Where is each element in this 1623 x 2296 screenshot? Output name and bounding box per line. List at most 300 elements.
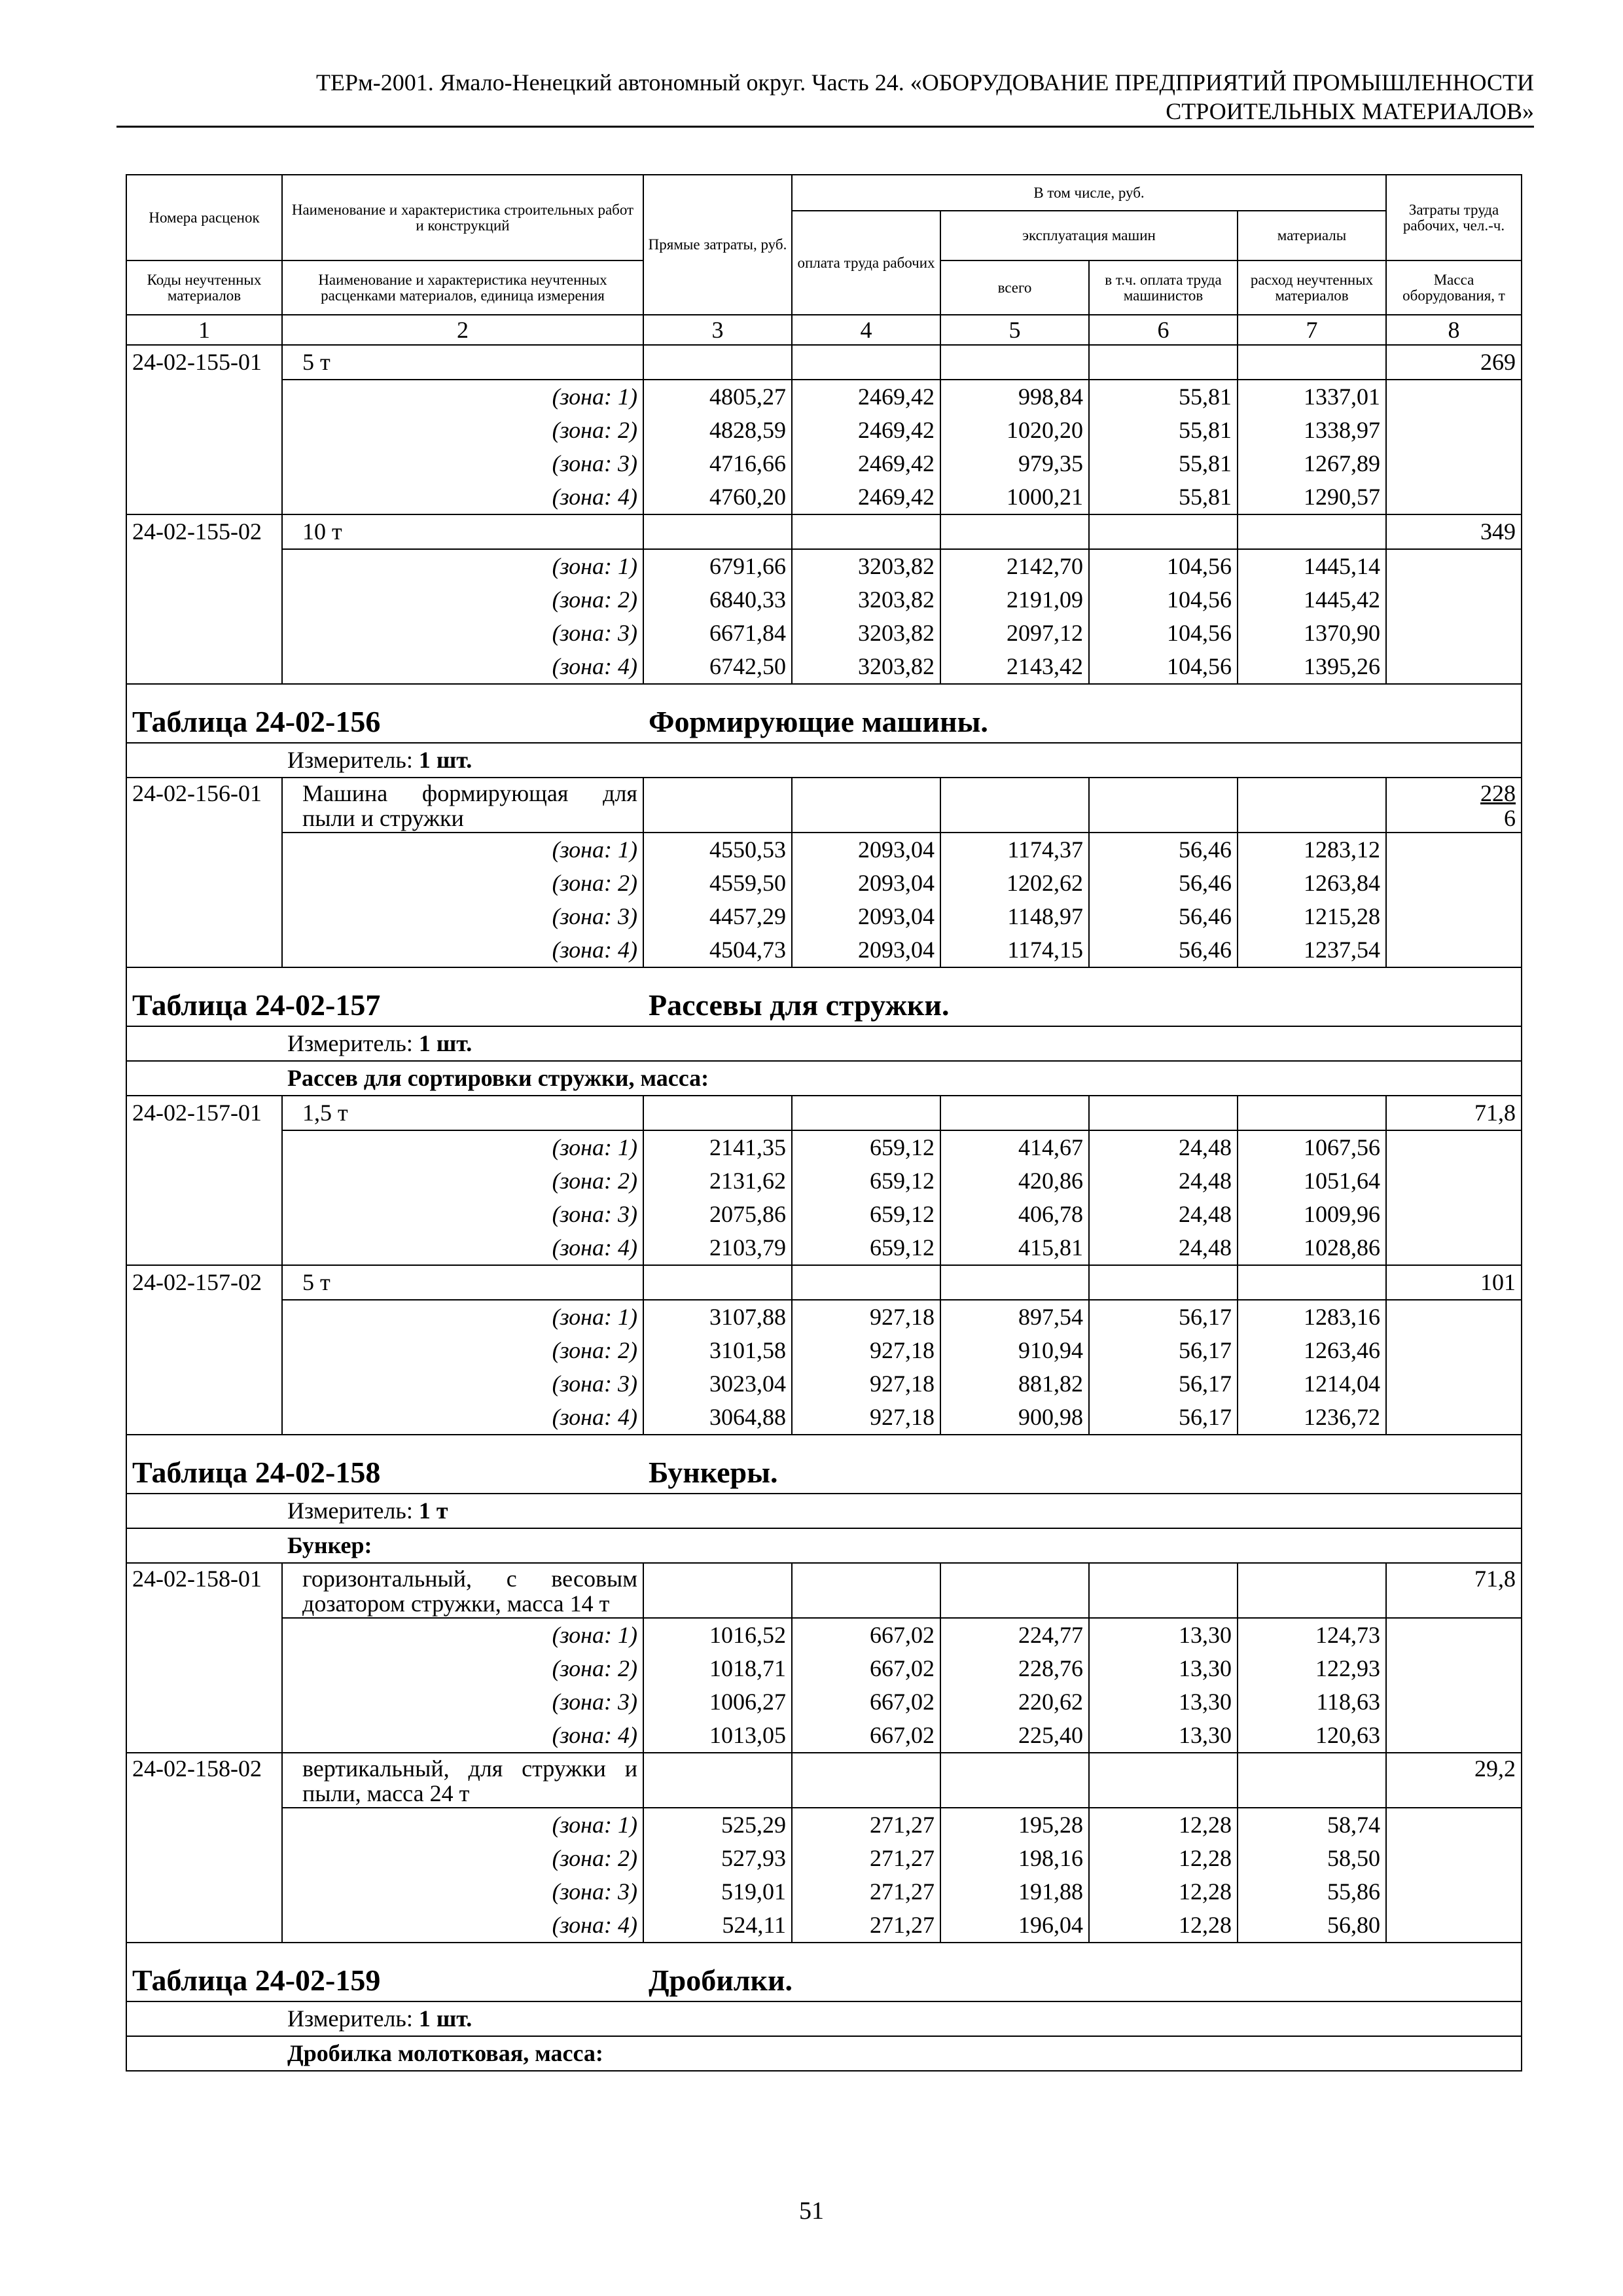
direct-costs-value: 1013,05 — [643, 1719, 792, 1753]
empty-cell — [1386, 1231, 1522, 1265]
machine-total-value: 1174,15 — [940, 933, 1089, 967]
workers-pay-value: 271,27 — [792, 1909, 940, 1943]
zone-label: (зона: 3) — [282, 1367, 643, 1401]
direct-costs-value: 6840,33 — [643, 583, 792, 617]
zone-label: (зона: 1) — [282, 1618, 643, 1652]
direct-costs-value: 4760,20 — [643, 480, 792, 514]
workers-pay-value: 3203,82 — [792, 583, 940, 617]
zone-label: (зона: 1) — [282, 1130, 643, 1164]
zone-label: (зона: 2) — [282, 414, 643, 447]
empty-cell — [1386, 1618, 1522, 1652]
head-labor-costs: Затраты труда рабочих, чел.-ч. — [1386, 175, 1522, 260]
zone-label: (зона: 3) — [282, 1875, 643, 1909]
machine-total-value: 2142,70 — [940, 549, 1089, 583]
equipment-mass: 228 — [1480, 780, 1516, 806]
group-heading-row — [126, 1061, 1522, 1096]
empty-cell — [1386, 1130, 1522, 1164]
direct-costs-value: 2141,35 — [643, 1130, 792, 1164]
zone-row — [126, 1719, 1522, 1753]
direct-costs-value: 1018,71 — [643, 1652, 792, 1685]
empty-cell — [1386, 833, 1522, 867]
machine-total-value: 195,28 — [940, 1808, 1089, 1842]
workers-pay-value: 2469,42 — [792, 414, 940, 447]
head-unaccounted-consumption: расход неучтенных материалов — [1238, 260, 1386, 315]
equipment-mass: 71,8 — [1386, 1096, 1522, 1130]
zone-label: (зона: 1) — [282, 833, 643, 867]
section-measure-row — [126, 743, 1522, 778]
empty-cell — [126, 743, 282, 778]
machine-total-value: 191,88 — [940, 1875, 1089, 1909]
section-measure — [282, 1494, 1522, 1528]
section-name: Дробилки. — [643, 1943, 1522, 2001]
item-row — [126, 1563, 1522, 1618]
group-heading: Бункер: — [282, 1528, 1522, 1563]
zone-row — [126, 1300, 1522, 1334]
direct-costs-value: 4828,59 — [643, 414, 792, 447]
empty-cell — [643, 345, 792, 380]
head-machine-operation: эксплуатация машин — [940, 211, 1238, 260]
empty-cell — [1386, 1875, 1522, 1909]
drivers-pay-value: 56,46 — [1089, 833, 1238, 867]
empty-cell — [792, 1096, 940, 1130]
zone-row — [126, 414, 1522, 447]
zone-row — [126, 650, 1522, 684]
head-workers-pay: оплата труда рабочих — [792, 211, 940, 315]
materials-value: 1283,12 — [1238, 833, 1386, 867]
materials-value: 1067,56 — [1238, 1130, 1386, 1164]
machine-total-value: 420,86 — [940, 1164, 1089, 1198]
empty-cell — [940, 1563, 1089, 1618]
empty-cell — [126, 2036, 282, 2071]
empty-cell — [1386, 1652, 1522, 1685]
zone-row — [126, 833, 1522, 867]
empty-cell — [643, 778, 792, 833]
empty-cell — [126, 1528, 282, 1563]
materials-value: 1445,42 — [1238, 583, 1386, 617]
section-measure — [282, 1026, 1522, 1061]
zone-label: (зона: 2) — [282, 583, 643, 617]
zone-row — [126, 1231, 1522, 1265]
section-title-row — [126, 967, 1522, 1026]
empty-cell — [1386, 1842, 1522, 1875]
materials-value: 1237,54 — [1238, 933, 1386, 967]
workers-pay-value: 2469,42 — [792, 447, 940, 480]
empty-cell — [643, 1753, 792, 1808]
zone-row — [126, 867, 1522, 900]
workers-pay-value: 927,18 — [792, 1300, 940, 1334]
head-materials: материалы — [1238, 211, 1386, 260]
rate-code: 24-02-155-01 — [126, 345, 282, 514]
machine-total-value: 900,98 — [940, 1401, 1089, 1435]
machine-total-value: 897,54 — [940, 1300, 1089, 1334]
zone-label: (зона: 2) — [282, 1164, 643, 1198]
measure-value: 1 т — [418, 1498, 448, 1524]
drivers-pay-value: 12,28 — [1089, 1808, 1238, 1842]
direct-costs-value: 6791,66 — [643, 549, 792, 583]
machine-total-value: 220,62 — [940, 1685, 1089, 1719]
materials-value: 1263,46 — [1238, 1334, 1386, 1367]
empty-cell — [940, 514, 1089, 549]
workers-pay-value: 2093,04 — [792, 933, 940, 967]
direct-costs-value: 1016,52 — [643, 1618, 792, 1652]
item-name: 5 т — [282, 1265, 643, 1300]
machine-total-value: 224,77 — [940, 1618, 1089, 1652]
head-name-unaccounted: Наименование и характеристика неучтенных расценками материалов, единица измерения — [282, 260, 643, 315]
drivers-pay-value: 56,17 — [1089, 1401, 1238, 1435]
zone-row — [126, 380, 1522, 414]
zone-label: (зона: 3) — [282, 1685, 643, 1719]
empty-cell — [1386, 1300, 1522, 1334]
materials-value: 1267,89 — [1238, 447, 1386, 480]
rate-code: 24-02-158-02 — [126, 1753, 282, 1943]
workers-pay-value: 659,12 — [792, 1231, 940, 1265]
empty-cell — [643, 514, 792, 549]
machine-total-value: 910,94 — [940, 1334, 1089, 1367]
direct-costs-value: 3023,04 — [643, 1367, 792, 1401]
measure-value: 1 шт. — [418, 747, 473, 773]
drivers-pay-value: 55,81 — [1089, 414, 1238, 447]
empty-cell — [1238, 514, 1386, 549]
drivers-pay-value: 104,56 — [1089, 583, 1238, 617]
machine-total-value: 196,04 — [940, 1909, 1089, 1943]
empty-cell — [1238, 1265, 1386, 1300]
materials-value: 1283,16 — [1238, 1300, 1386, 1334]
drivers-pay-value: 12,28 — [1089, 1909, 1238, 1943]
running-header-line-2: СТРОИТЕЛЬНЫХ МАТЕРИАЛОВ» — [1166, 98, 1534, 124]
zone-row — [126, 1909, 1522, 1943]
zone-label: (зона: 1) — [282, 1808, 643, 1842]
machine-total-value: 414,67 — [940, 1130, 1089, 1164]
drivers-pay-value: 13,30 — [1089, 1719, 1238, 1753]
measure-label: Измеритель: — [287, 1498, 413, 1524]
item-row — [126, 1265, 1522, 1300]
zone-label: (зона: 1) — [282, 380, 643, 414]
empty-cell — [1238, 1753, 1386, 1808]
empty-cell — [792, 345, 940, 380]
head-rate-numbers: Номера расценок — [126, 175, 282, 260]
drivers-pay-value: 56,46 — [1089, 867, 1238, 900]
zone-label: (зона: 4) — [282, 1909, 643, 1943]
column-number: 7 — [1238, 315, 1386, 345]
item-row — [126, 514, 1522, 549]
direct-costs-value: 527,93 — [643, 1842, 792, 1875]
workers-pay-value: 3203,82 — [792, 650, 940, 684]
workers-pay-value: 2093,04 — [792, 867, 940, 900]
workers-pay-value: 659,12 — [792, 1198, 940, 1231]
item-name: 5 т — [282, 345, 643, 380]
direct-costs-value: 3107,88 — [643, 1300, 792, 1334]
zone-row — [126, 617, 1522, 650]
machine-total-value: 406,78 — [940, 1198, 1089, 1231]
materials-value: 1290,57 — [1238, 480, 1386, 514]
workers-pay-value: 2093,04 — [792, 900, 940, 933]
empty-cell — [126, 1494, 282, 1528]
machine-total-value: 2191,09 — [940, 583, 1089, 617]
workers-pay-value: 271,27 — [792, 1842, 940, 1875]
workers-pay-value: 2469,42 — [792, 480, 940, 514]
machine-total-value: 198,16 — [940, 1842, 1089, 1875]
empty-cell — [1089, 1265, 1238, 1300]
drivers-pay-value: 104,56 — [1089, 549, 1238, 583]
workers-pay-value: 927,18 — [792, 1334, 940, 1367]
direct-costs-value: 4550,53 — [643, 833, 792, 867]
empty-cell — [1386, 900, 1522, 933]
empty-cell — [126, 1061, 282, 1096]
materials-value: 55,86 — [1238, 1875, 1386, 1909]
drivers-pay-value: 56,46 — [1089, 900, 1238, 933]
section-name: Рассевы для стружки. — [643, 967, 1522, 1026]
zone-row — [126, 1808, 1522, 1842]
direct-costs-value: 2075,86 — [643, 1198, 792, 1231]
materials-value: 124,73 — [1238, 1618, 1386, 1652]
machine-total-value: 1000,21 — [940, 480, 1089, 514]
direct-costs-value: 4559,50 — [643, 867, 792, 900]
machine-total-value: 2097,12 — [940, 617, 1089, 650]
empty-cell — [1386, 380, 1522, 414]
drivers-pay-value: 104,56 — [1089, 650, 1238, 684]
drivers-pay-value: 104,56 — [1089, 617, 1238, 650]
empty-cell — [1386, 1719, 1522, 1753]
section-name: Бункеры. — [643, 1435, 1522, 1494]
materials-value: 1214,04 — [1238, 1367, 1386, 1401]
machine-total-value: 1148,97 — [940, 900, 1089, 933]
item-row — [126, 345, 1522, 380]
machine-total-value: 225,40 — [940, 1719, 1089, 1753]
empty-cell — [1386, 549, 1522, 583]
zone-label: (зона: 1) — [282, 1300, 643, 1334]
drivers-pay-value: 55,81 — [1089, 447, 1238, 480]
empty-cell — [940, 1096, 1089, 1130]
machine-total-value: 881,82 — [940, 1367, 1089, 1401]
zone-row — [126, 1685, 1522, 1719]
section-measure-row — [126, 1494, 1522, 1528]
direct-costs-value: 519,01 — [643, 1875, 792, 1909]
empty-cell — [1386, 1401, 1522, 1435]
workers-pay-value: 2093,04 — [792, 833, 940, 867]
zone-label: (зона: 2) — [282, 1842, 643, 1875]
empty-cell — [1386, 933, 1522, 967]
direct-costs-value: 2131,62 — [643, 1164, 792, 1198]
column-number: 3 — [643, 315, 792, 345]
drivers-pay-value: 12,28 — [1089, 1875, 1238, 1909]
zone-label: (зона: 2) — [282, 1652, 643, 1685]
section-title: Таблица 24-02-158 — [126, 1435, 643, 1494]
machine-total-value: 1174,37 — [940, 833, 1089, 867]
rate-code: 24-02-157-02 — [126, 1265, 282, 1435]
machine-total-value: 415,81 — [940, 1231, 1089, 1265]
group-heading: Рассев для сортировки стружки, масса: — [282, 1061, 1522, 1096]
empty-cell — [1386, 583, 1522, 617]
head-in-that-number: В том числе, руб. — [792, 175, 1386, 211]
empty-cell — [1386, 650, 1522, 684]
head-codes-unaccounted: Коды неучтенных материалов — [126, 260, 282, 315]
header-rule — [116, 126, 1534, 128]
direct-costs-value: 525,29 — [643, 1808, 792, 1842]
direct-costs-value: 3064,88 — [643, 1401, 792, 1435]
empty-cell — [1386, 1164, 1522, 1198]
zone-row — [126, 900, 1522, 933]
head-direct-costs: Прямые затраты, руб. — [643, 175, 792, 315]
empty-cell — [940, 1265, 1089, 1300]
drivers-pay-value: 13,30 — [1089, 1685, 1238, 1719]
materials-value: 1009,96 — [1238, 1198, 1386, 1231]
machine-total-value: 1202,62 — [940, 867, 1089, 900]
empty-cell — [1089, 1753, 1238, 1808]
item-row — [126, 778, 1522, 833]
section-title-row — [126, 684, 1522, 743]
column-number-row — [126, 315, 1522, 345]
measure-value: 1 шт. — [418, 1030, 473, 1056]
zone-label: (зона: 3) — [282, 1198, 643, 1231]
section-title-row — [126, 1943, 1522, 2001]
empty-cell — [1386, 1685, 1522, 1719]
rate-code: 24-02-155-02 — [126, 514, 282, 684]
materials-value: 1263,84 — [1238, 867, 1386, 900]
equipment-mass: 101 — [1386, 1265, 1522, 1300]
direct-costs-value: 4805,27 — [643, 380, 792, 414]
equipment-mass: 29,2 — [1386, 1753, 1522, 1808]
zone-label: (зона: 3) — [282, 447, 643, 480]
zone-row — [126, 1842, 1522, 1875]
page-number: 51 — [799, 2197, 824, 2225]
zone-label: (зона: 4) — [282, 480, 643, 514]
empty-cell — [1089, 778, 1238, 833]
drivers-pay-value: 13,30 — [1089, 1652, 1238, 1685]
drivers-pay-value: 55,81 — [1089, 480, 1238, 514]
zone-label: (зона: 4) — [282, 1401, 643, 1435]
section-measure-row — [126, 1026, 1522, 1061]
rate-code: 24-02-156-01 — [126, 778, 282, 967]
equipment-mass: 71,8 — [1386, 1563, 1522, 1618]
unaccounted-mass: 6 — [1504, 805, 1516, 831]
zone-row — [126, 583, 1522, 617]
section-measure-row — [126, 2001, 1522, 2036]
zone-row — [126, 447, 1522, 480]
drivers-pay-value: 55,81 — [1089, 380, 1238, 414]
zone-row — [126, 480, 1522, 514]
head-equipment-mass: Масса оборудования, т — [1386, 260, 1522, 315]
workers-pay-value: 271,27 — [792, 1808, 940, 1842]
zone-label: (зона: 4) — [282, 933, 643, 967]
direct-costs-value: 4457,29 — [643, 900, 792, 933]
empty-cell — [1238, 345, 1386, 380]
column-number: 8 — [1386, 315, 1522, 345]
empty-cell — [1386, 867, 1522, 900]
head-incl-drivers-pay: в т.ч. оплата труда машинистов — [1089, 260, 1238, 315]
materials-value: 1395,26 — [1238, 650, 1386, 684]
empty-cell — [1386, 1367, 1522, 1401]
column-number: 2 — [282, 315, 643, 345]
empty-cell — [126, 1026, 282, 1061]
workers-pay-value: 3203,82 — [792, 617, 940, 650]
measure-label: Измеритель: — [287, 1030, 413, 1056]
workers-pay-value: 667,02 — [792, 1618, 940, 1652]
group-heading-row — [126, 2036, 1522, 2071]
section-measure — [282, 2001, 1522, 2036]
empty-cell — [940, 1753, 1089, 1808]
empty-cell — [1089, 345, 1238, 380]
materials-value: 1337,01 — [1238, 380, 1386, 414]
section-title: Таблица 24-02-159 — [126, 1943, 643, 2001]
materials-value: 1370,90 — [1238, 617, 1386, 650]
measure-label: Измеритель: — [287, 2005, 413, 2032]
running-header — [116, 68, 1534, 126]
workers-pay-value: 667,02 — [792, 1719, 940, 1753]
running-header-line-1: ТЕРм-2001. Ямало-Ненецкий автономный округ. Часть 24. «ОБОРУДОВАНИЕ ПРЕДПРИЯТИЙ ПРОМЫШЛЕННОСТИ — [316, 69, 1534, 96]
direct-costs-value: 4504,73 — [643, 933, 792, 967]
head-name-works: Наименование и характеристика строительных работ и конструкций — [282, 175, 643, 260]
drivers-pay-value: 56,17 — [1089, 1367, 1238, 1401]
drivers-pay-value: 56,17 — [1089, 1300, 1238, 1334]
section-name: Формирующие машины. — [643, 684, 1522, 743]
drivers-pay-value: 24,48 — [1089, 1198, 1238, 1231]
equipment-mass: 349 — [1386, 514, 1522, 549]
direct-costs-value: 3101,58 — [643, 1334, 792, 1367]
zone-row — [126, 1618, 1522, 1652]
empty-cell — [792, 1563, 940, 1618]
materials-value: 120,63 — [1238, 1719, 1386, 1753]
drivers-pay-value: 13,30 — [1089, 1618, 1238, 1652]
empty-cell — [1238, 1096, 1386, 1130]
drivers-pay-value: 12,28 — [1089, 1842, 1238, 1875]
zone-row — [126, 933, 1522, 967]
materials-value: 56,80 — [1238, 1909, 1386, 1943]
empty-cell — [1386, 447, 1522, 480]
machine-total-value: 979,35 — [940, 447, 1089, 480]
zone-label: (зона: 2) — [282, 1334, 643, 1367]
drivers-pay-value: 24,48 — [1089, 1164, 1238, 1198]
empty-cell — [1386, 1808, 1522, 1842]
drivers-pay-value: 24,48 — [1089, 1231, 1238, 1265]
empty-cell — [792, 514, 940, 549]
column-number: 1 — [126, 315, 282, 345]
empty-cell — [126, 2001, 282, 2036]
empty-cell — [1089, 514, 1238, 549]
column-number: 5 — [940, 315, 1089, 345]
materials-value: 58,74 — [1238, 1808, 1386, 1842]
zone-row — [126, 1652, 1522, 1685]
direct-costs-value: 524,11 — [643, 1909, 792, 1943]
zone-label: (зона: 4) — [282, 1719, 643, 1753]
empty-cell — [643, 1563, 792, 1618]
zone-row — [126, 1875, 1522, 1909]
item-name: 10 т — [282, 514, 643, 549]
item-name: горизонтальный, с весовым дозатором стружки, масса 14 т — [282, 1563, 643, 1618]
workers-pay-value: 659,12 — [792, 1164, 940, 1198]
materials-value: 1028,86 — [1238, 1231, 1386, 1265]
direct-costs-value: 6742,50 — [643, 650, 792, 684]
machine-total-value: 2143,42 — [940, 650, 1089, 684]
workers-pay-value: 271,27 — [792, 1875, 940, 1909]
machine-total-value: 228,76 — [940, 1652, 1089, 1685]
empty-cell — [792, 778, 940, 833]
empty-cell — [792, 1753, 940, 1808]
zone-row — [126, 1367, 1522, 1401]
drivers-pay-value: 56,46 — [1089, 933, 1238, 967]
section-measure — [282, 743, 1522, 778]
materials-value: 1338,97 — [1238, 414, 1386, 447]
measure-value: 1 шт. — [418, 2005, 473, 2032]
direct-costs-value: 6671,84 — [643, 617, 792, 650]
drivers-pay-value: 24,48 — [1089, 1130, 1238, 1164]
zone-row — [126, 1401, 1522, 1435]
materials-value: 122,93 — [1238, 1652, 1386, 1685]
machine-total-value: 998,84 — [940, 380, 1089, 414]
item-name: 1,5 т — [282, 1096, 643, 1130]
empty-cell — [1386, 480, 1522, 514]
zone-row — [126, 1198, 1522, 1231]
materials-value: 58,50 — [1238, 1842, 1386, 1875]
